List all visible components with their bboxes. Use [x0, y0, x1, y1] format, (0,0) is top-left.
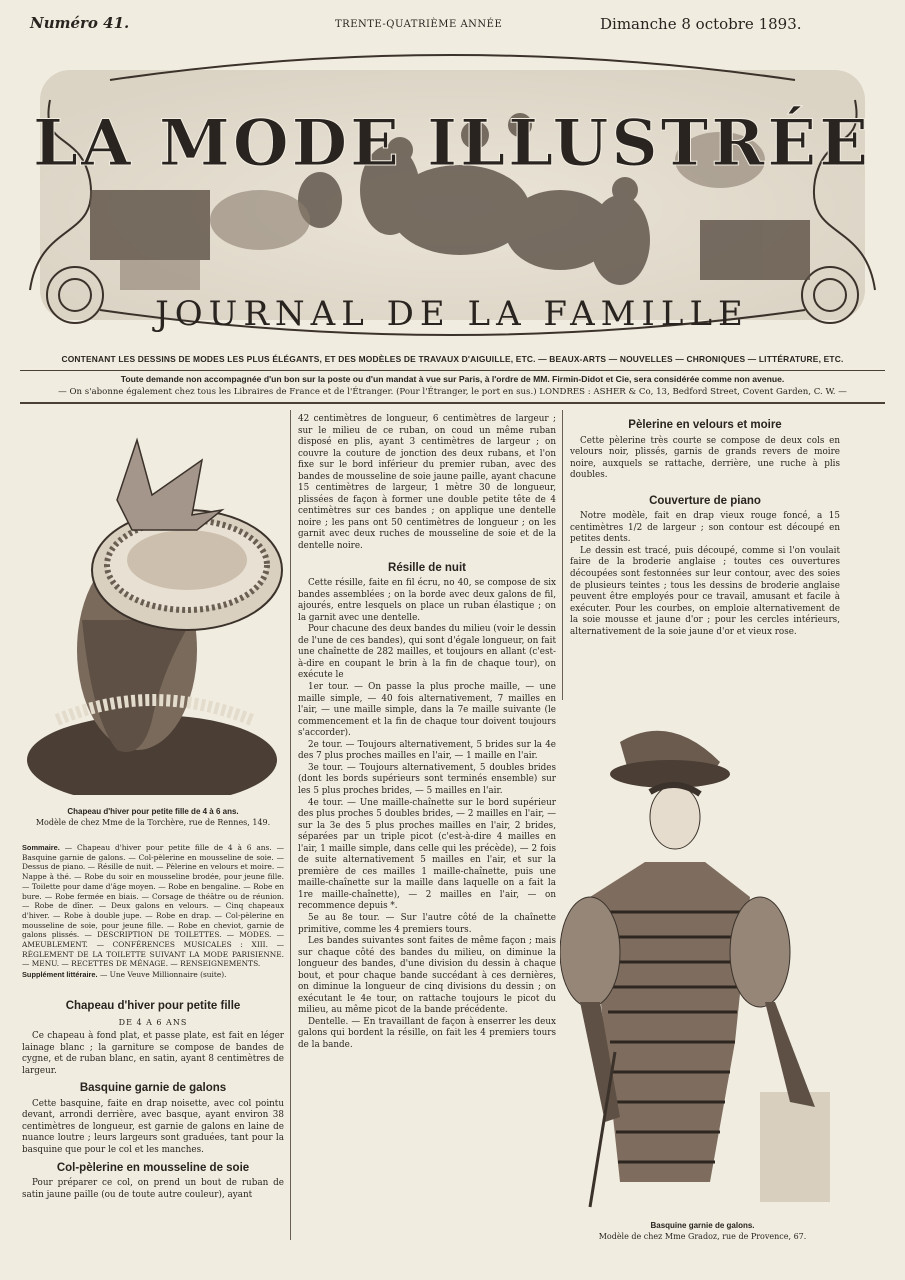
paragraph-chapeau: Ce chapeau à fond plat, et passe plate, est fait en léger lainage blanc ; la garniture se compose de bandes de cygne, et de ruban blanc, en satin, ayant 8 centimètres de largeur. — [22, 1031, 284, 1076]
heading-basquine: Basquine garnie de galons — [79, 1082, 227, 1095]
sommaire-label: Sommaire. — [22, 843, 60, 852]
paragraph-pelerine: Cette pèlerine très courte se compose de deux cols en velours noir, plissés, garnis de grands revers de moire noire, auxquels se rattache, derrière, une ruche à plis doubles. — [570, 435, 840, 481]
hat-caption-title: Chapeau d'hiver pour petite fille de 4 à 6 ans. — [67, 807, 239, 816]
paragraph-col-continued: 42 centimètres de longueur, 6 centimètres de largeur ; sur le milieu de ce ruban, on coud un même ruban disposé en plis, ayant 3 centimètres de largeur ; on couvre la couture de jonction des deux rubans, et l'on fixe sur le bord inférieur du premier ruban, avec des bandes de mousseline de soie jaune paille, ayant chacune 15 centimètres de largeur, 1 mètre 30 de longueur, plissées de façon à former une double petite tête de 4 centimètres sur ces bandes ; on applique une dentelle noire ; les pans ont 50 centimètres de longueur ; on les garnit avec deux ruches de mousseline de soie et de la dentelle noire. — [298, 414, 556, 552]
heading-resille: Résille de nuit — [388, 561, 466, 574]
paragraph-resille-7: 5e au 8e tour. — Sur l'autre côté de la chaînette primitive, comme les 4 premiers tours. — [298, 912, 556, 935]
basquine-illustration — [560, 722, 835, 1212]
right-column — [570, 414, 840, 638]
heading-chapeau: Chapeau d'hiver pour petite fille — [65, 1000, 241, 1012]
paragraph-resille-1: Cette résille, faite en fil écru, no 40, se compose de six bandes assemblées ; on la borde avec deux galons de fil, ajourés, entre lesquels on place un ruban élastique ; on la garnit avec une dentelle. — [298, 578, 556, 623]
tagline: CONTENANT LES DESSINS DE MODES LES PLUS ÉLÉGANTS, ET DES MODÈLES DE TRAVAUX D'AIGUILLE, ETC. — BEAUX-ARTS — NOUVELLES — CHRONIQUES — LITTÉRATURE, ETC. — [61, 354, 844, 364]
paragraph-resille-3: 1er tour. — On passe la plus proche maille, — une maille simple, — 40 fois alternativement, 7 mailles en l'air, — une maille simple, dans la 7e maille suivante (le commencement et la fin de chaque tour doivent toujours s'accorder). — [298, 682, 556, 739]
rule-top — [20, 370, 885, 371]
paragraph-resille-6: 4e tour. — Une maille-chaînette sur le bord supérieur des plus proches 5 doubles brides, — 2 mailles en l'air, — sur la 3e des 5 plus proches mailles en l'air, 2 brides, séparées par un triple picot (c'est-à-dire 4 mailles en l'air, 1 maille simple, dans celle qui les précède), — 2 fois de suite alternativement 5 mailles en l'air, et sur la première de ces mailles 1 maille-chaînette, puis une maille-chaînette sur la maille dans laquelle on a fait la 1re maille-chaînette), — 2 mailles en l'air, — on recommence depuis *. — [298, 797, 556, 912]
issue-year: TRENTE-QUATRIÈME ANNÉE — [335, 19, 503, 30]
sommaire-text: — Chapeau d'hiver pour petite fille de 4 à 6 ans. — Basquine garnie de galons. — Col-pèlerine en mousseline de soie. — Dessus de piano. — Résille de nuit. — Pèlerine en velours et moire. — Nappe à thé. — Robe du soir en mousseline brodée, pour jeune fille. — Toilette pour dame d'âge moyen. — Robe en bengaline. — Robe en bure. — Robe fermée en biais. — Corsage de théâtre ou de réunion. — Robe de dîner. — Deux galons en velours. — Cinq chapeaux d'hiver. — Robe à double jupe. — Robe en drap. — Col-pèlerine en mousseline de soie, pour jeune fille. — Robe en cheviot, garnie de galons plissés. — DESCRIPTION DE TOILETTES. — MODES. — AMEUBLEMENT. — CONFÉRENCES MUSICALES : XIII. — RÈGLEMENT DE LA TOILETTE SUIVANT LA MODE PARISIENNE. — MENU. — RECETTES DE MÉNAGE. — RENSEIGNEMENTS. — [22, 843, 284, 969]
paragraph-piano-1: Notre modèle, fait en drap vieux rouge foncé, a 15 centimètres 1/2 de largeur ; son contour est découpé en petites dents. — [570, 511, 840, 545]
notice-line-2: — On s'abonne également chez tous les Libraires de France et de l'Étranger. (Pour l'Étranger, le port en sus.) LONDRES : ASHER & Co, 13, Bedford Street, Covent Garden, C. W. — — [58, 387, 847, 397]
rule-bottom — [20, 402, 885, 404]
column-rule-right — [562, 410, 563, 700]
heading-piano: Couverture de piano — [649, 494, 761, 507]
notice-line-1: Toute demande non accompagnée d'un bon sur la poste ou d'un mandat à vue sur Paris, à l'ordre de MM. Firmin-Didot et Cie, sera considérée comme non avenue. — [120, 374, 785, 384]
heading-col-pelerine: Col-pèlerine en mousseline de soie — [56, 1161, 250, 1174]
masthead-subtitle: JOURNAL DE LA FAMILLE — [155, 294, 749, 334]
subheading-chapeau: DE 4 A 6 ANS — [118, 1017, 188, 1027]
basquine-caption — [565, 1220, 840, 1242]
paragraph-resille-5: 3e tour. — Toujours alternativement, 5 doubles brides (dont les bords supérieurs sont terminés ensemble) sur les 5 plus proches brides, — 5 mailles en l'air. — [298, 762, 556, 796]
paragraph-resille-8: Les bandes suivantes sont faites de même façon ; mais sur chaque côté des bandes du milieu, on diminue la longueur des bandes, d'une division du dessin à chaque bout, et pour chaque bande succédant à ces dernières, on diminue la longueur de cinq divisions du dessin ; on exécutant le 4e tour, on rattache toujours le picot du milieu, au même picot de la bande précédente. — [298, 936, 556, 1016]
basquine-caption-source: Modèle de chez Mme Gradoz, rue de Provence, 67. — [598, 1232, 807, 1241]
heading-pelerine: Pèlerine en velours et moire — [628, 419, 782, 431]
paragraph-resille-2: Pour chacune des deux bandes du milieu (voir le dessin de l'une de ces bandes), qui sont d'égale longueur, on fait une chaînette de 282 mailles, et toujours en allant (c'est-à-dire en coupant le brin à la fin de chaque tour), on exécute le — [298, 624, 556, 681]
sommaire — [22, 843, 284, 980]
middle-column — [298, 414, 556, 1052]
hat-caption — [22, 806, 284, 828]
paragraph-resille-4: 2e tour. — Toujours alternativement, 5 brides sur la 4e des 7 plus proches mailles en l'air, — 1 maille en l'air. — [298, 739, 556, 762]
column-rule-left — [290, 410, 291, 1240]
hat-caption-source: Modèle de chez Mme de la Torchère, rue de Rennes, 149. — [35, 818, 271, 827]
paragraph-resille-9: Dentelle. — En travaillant de façon à enserrer les deux galons qui bordent la résille, on fait les 4 premiers tours de la bande. — [298, 1016, 556, 1050]
issue-number: Numéro 41. — [30, 14, 130, 32]
masthead-title: LA MODE ILLUSTRÉE — [33, 106, 871, 181]
paragraph-basquine: Cette basquine, faite en drap noisette, avec col pointu devant, arrondi derrière, avec basque, ayant environ 38 centimètres de longueur, est garnie de galons en laine de nuance loutre ; leurs largeurs sont graduées, tant pour la basquine que pour le col et les manches. — [22, 1098, 284, 1156]
masthead-engraving — [20, 40, 885, 350]
basquine-caption-title: Basquine garnie de galons. — [650, 1221, 755, 1230]
hat-illustration — [22, 420, 284, 795]
left-column-articles — [22, 995, 284, 1201]
supplement-text: — Une Veuve Millionnaire (suite). — [99, 970, 227, 980]
issue-date: Dimanche 8 octobre 1893. — [600, 15, 802, 33]
paragraph-col-pelerine: Pour préparer ce col, on prend un bout de ruban de satin jaune paille (ou de toute autre couleur), ayant — [22, 1178, 284, 1200]
paragraph-piano-2: Le dessin est tracé, puis découpé, comme si l'on voulait faire de la broderie anglaise ; toutes ces ouvertures découpées sont festonnées sur leur contour, avec des soies de plusieurs teintes ; tous les dessins de broderie anglaise peuvent être employés pour ce travail, amusant et facile à exécuter. Pour les courbes, on emploie alternativement de la soie mousse et jaune d'or ; pour les cercles intérieurs, alternativement de la soie jaune d'or et vieux rose. — [570, 545, 840, 637]
supplement-label: Supplément littéraire. — [22, 970, 98, 980]
